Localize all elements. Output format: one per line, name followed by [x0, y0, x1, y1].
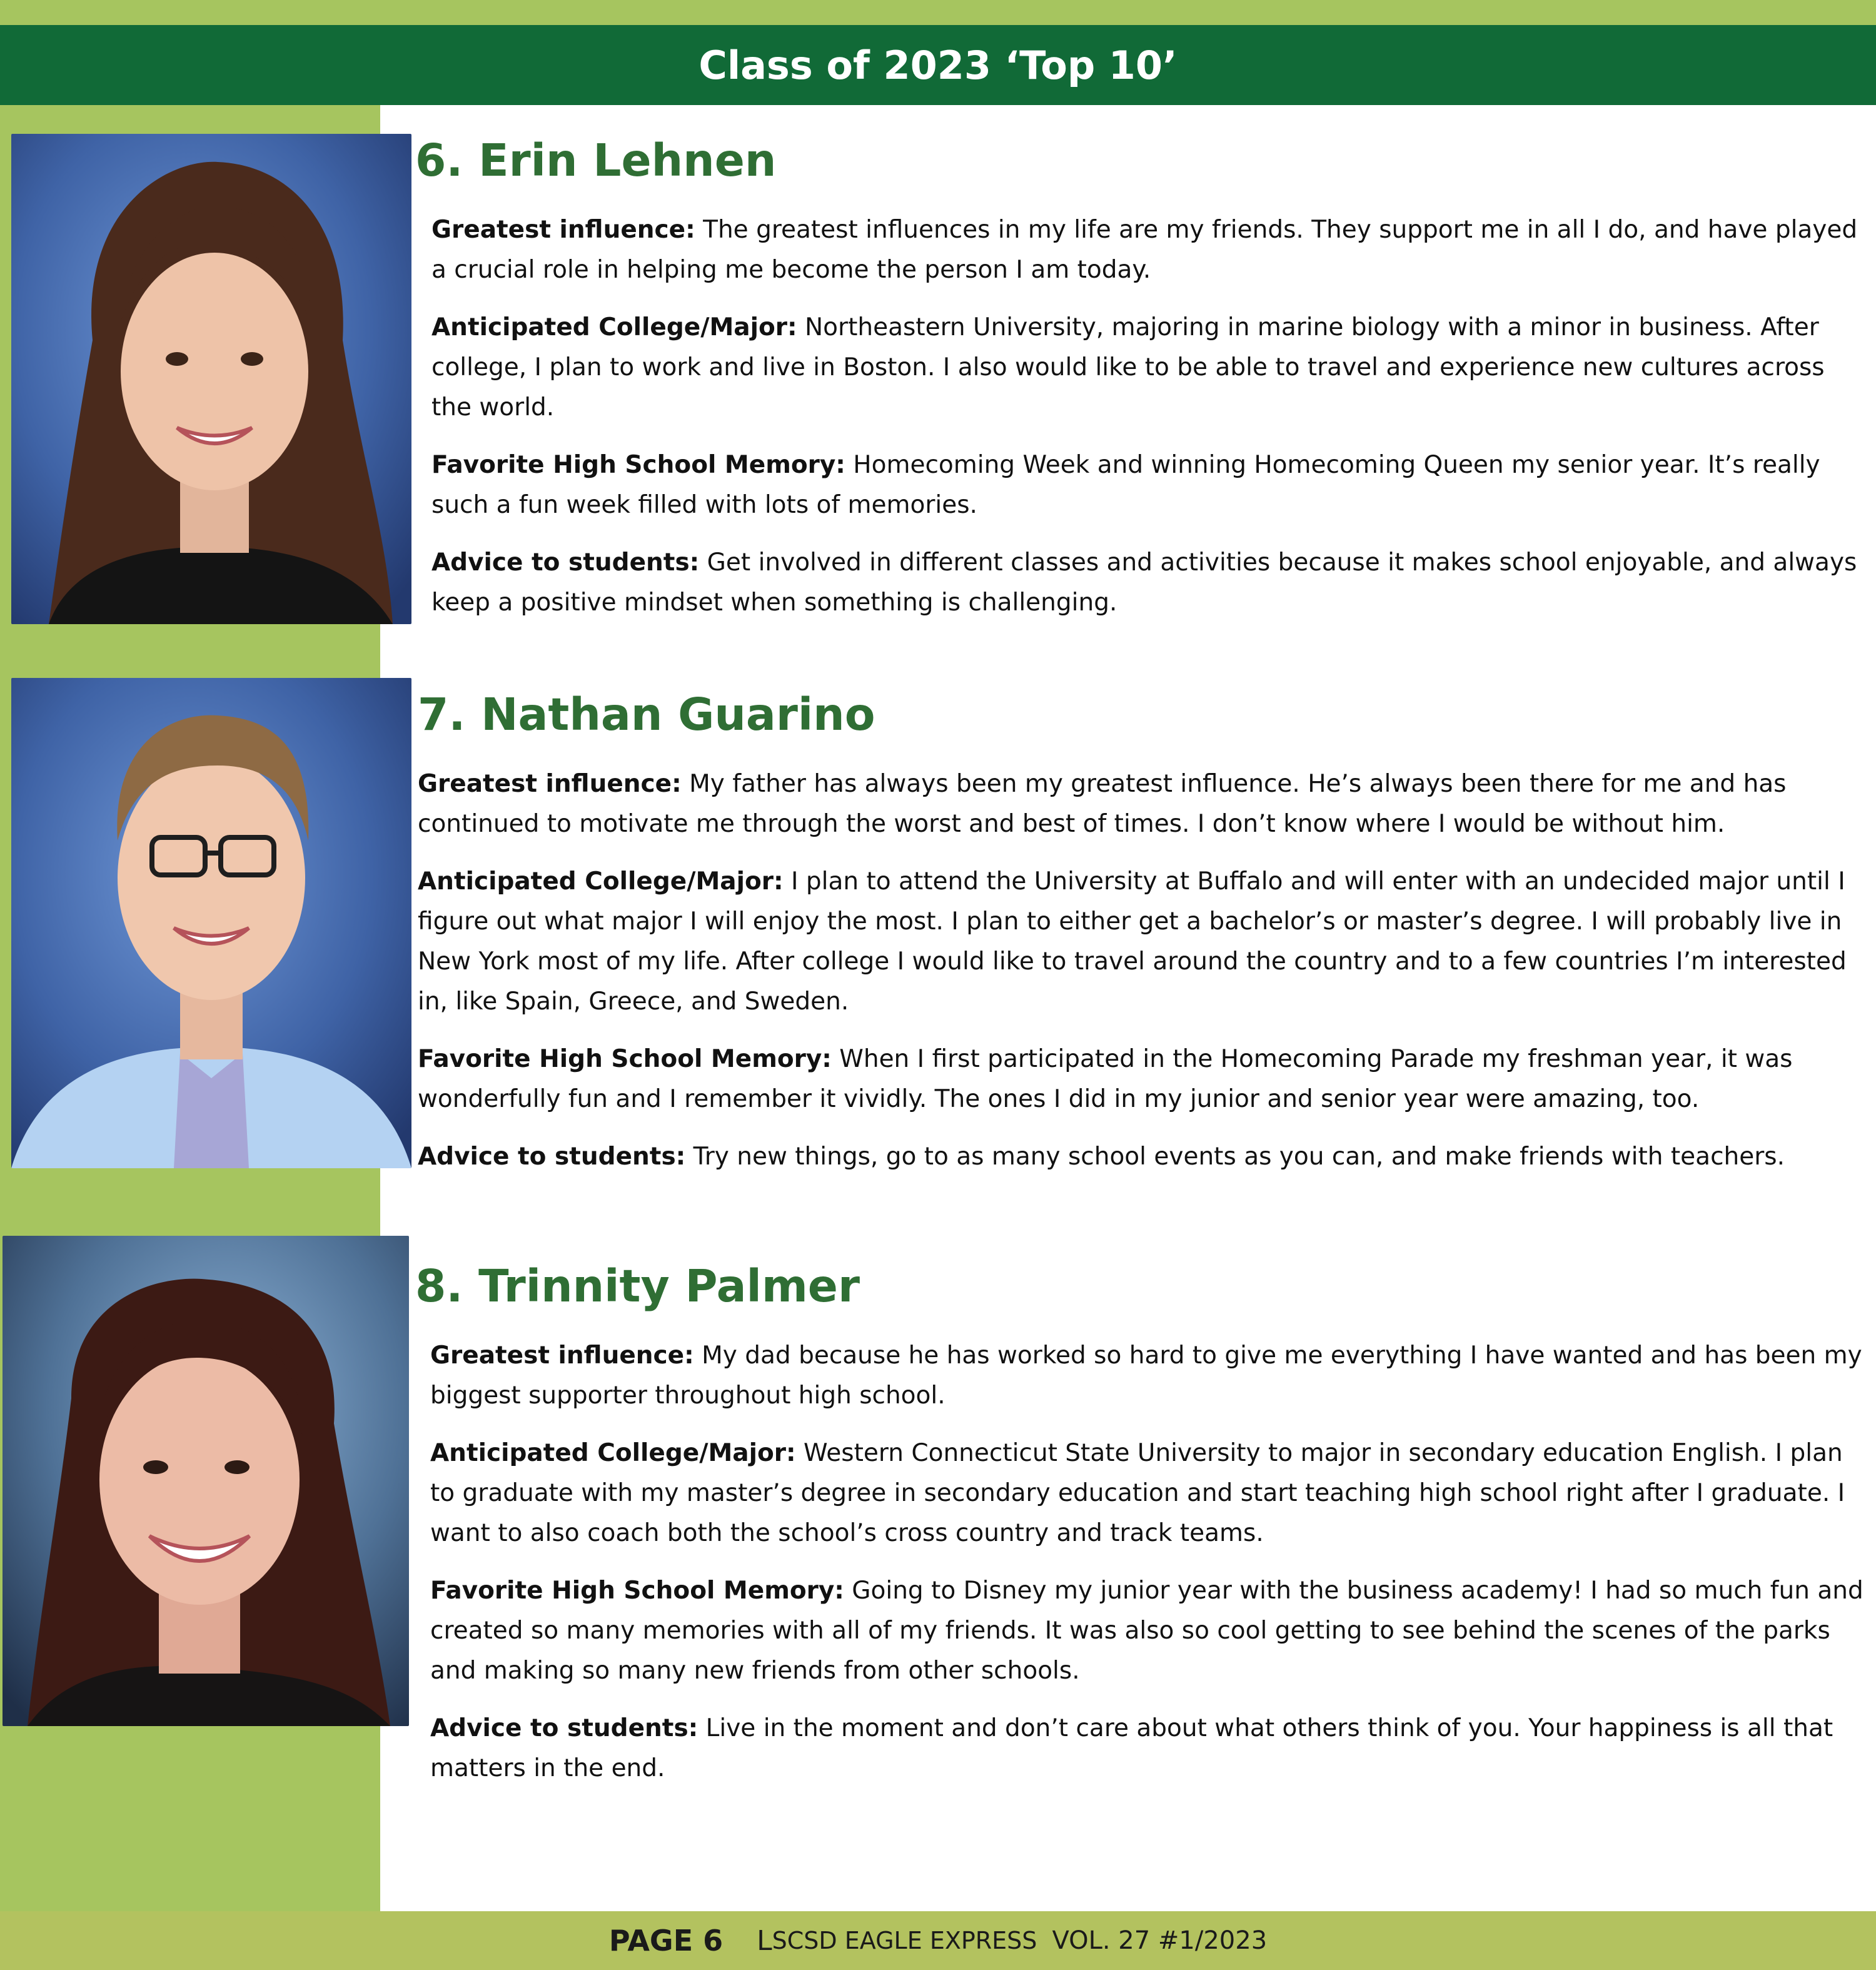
favorite-memory	[431, 445, 1866, 525]
advice-to-students	[418, 1137, 1868, 1177]
favorite-memory-text: When I first participated in the Homecoming Parade my freshman year, it was wonderfully fun and I remember it vividly. The ones I did in my junior and senior year were amazing, too.	[418, 1045, 1793, 1114]
student-photo-3	[3, 1236, 409, 1726]
anticipated-college-label: Anticipated College/Major:	[430, 1439, 796, 1468]
student-portrait-icon	[11, 134, 411, 624]
advice-text: Live in the moment and don’t care about what others think of you. Your happiness is all that matters in the end.	[430, 1714, 1833, 1783]
favorite-memory-label: Favorite High School Memory:	[430, 1577, 844, 1605]
page-number: PAGE 6	[608, 1924, 724, 1957]
profile-erin-lehnen	[415, 136, 1866, 640]
greatest-influence-text: My father has always been my greatest influence. He’s always been there for me and has continued to motivate me through the worst and best of times. I don’t know where I would be without him.	[418, 770, 1787, 839]
favorite-memory-label: Favorite High School Memory:	[418, 1045, 832, 1074]
greatest-influence-text: The greatest influences in my life are my friends. They support me in all I do, and have played a crucial role in helping me become the person I am today.	[431, 216, 1858, 285]
anticipated-college	[431, 308, 1866, 428]
anticipated-college-text: Western Connecticut State University to major in secondary education English. I plan to graduate with my master’s degree in secondary education and start teaching high school right after I graduate. I want to also coach both the school’s cross country and track teams.	[430, 1439, 1845, 1548]
header-bar	[0, 25, 1876, 105]
top-stripe	[0, 0, 1876, 25]
anticipated-college	[430, 1433, 1866, 1553]
advice-label: Advice to students:	[431, 548, 700, 577]
student-portrait-icon	[11, 678, 411, 1168]
anticipated-college-label: Anticipated College/Major:	[431, 313, 797, 342]
anticipated-college-label: Anticipated College/Major:	[418, 867, 784, 896]
greatest-influence-text: My dad because he has worked so hard to give me everything I have wanted and has been my biggest supporter throughout high school.	[430, 1341, 1862, 1410]
favorite-memory	[418, 1039, 1868, 1119]
favorite-memory-text: Homecoming Week and winning Homecoming Queen my senior year. It’s really such a fun week filled with lots of memories.	[431, 451, 1820, 520]
favorite-memory-text: Going to Disney my junior year with the business academy! I had so much fun and created so many memories with all of my friends. It was also so cool getting to see behind the scenes of the parks and making so many new friends from other schools.	[430, 1577, 1863, 1685]
anticipated-college-text: Northeastern University, majoring in marine biology with a minor in business. After college, I plan to work and live in Boston. I also would like to be able to travel and experience new cultures across the world.	[431, 313, 1825, 422]
advice-label: Advice to students:	[418, 1143, 686, 1171]
publication-volume: VOL. 27 #1/2023	[1052, 1926, 1268, 1955]
profile-name: 6. Erin Lehnen	[415, 134, 777, 186]
anticipated-college-text: I plan to attend the University at Buffalo and will enter with an undecided major until I figure out what major I will enjoy the most. I plan to either get a bachelor’s or master’s degree. I will probably live in New York most of my life. After college I would like to travel around the country and to a few countries I’m interested in, like Spain, Greece, and Sweden.	[418, 867, 1847, 1016]
student-portrait-icon	[3, 1236, 409, 1726]
greatest-influence	[418, 764, 1868, 844]
advice-label: Advice to students:	[430, 1714, 698, 1743]
greatest-influence	[431, 210, 1866, 290]
profile-trinnity-palmer	[415, 1262, 1866, 1806]
profile-name: 8. Trinnity Palmer	[415, 1260, 860, 1312]
anticipated-college	[418, 862, 1868, 1022]
favorite-memory-label: Favorite High School Memory:	[431, 451, 845, 480]
advice-text: Try new things, go to as many school events as you can, and make friends with teachers.	[685, 1143, 1785, 1171]
student-photo-1	[11, 134, 411, 624]
greatest-influence-label: Greatest influence:	[418, 770, 682, 799]
publication-name: SCSD EAGLE EXPRESS	[772, 1927, 1037, 1954]
favorite-memory	[430, 1571, 1866, 1691]
student-photo-2	[11, 678, 411, 1168]
greatest-influence	[430, 1336, 1866, 1416]
advice-to-students	[430, 1709, 1866, 1789]
page-footer	[0, 1911, 1876, 1970]
greatest-influence-label: Greatest influence:	[430, 1341, 694, 1370]
greatest-influence-label: Greatest influence:	[431, 216, 695, 245]
advice-text: Get involved in different classes and activities because it makes school enjoyable, and always keep a positive mindset when something is challenging.	[431, 548, 1857, 617]
profile-name: 7. Nathan Guarino	[418, 689, 875, 740]
page-title: Class of 2023 ‘Top 10’	[698, 42, 1178, 88]
profile-nathan-guarino	[418, 690, 1868, 1195]
publication-initial: L	[757, 1924, 772, 1957]
advice-to-students	[431, 543, 1866, 623]
